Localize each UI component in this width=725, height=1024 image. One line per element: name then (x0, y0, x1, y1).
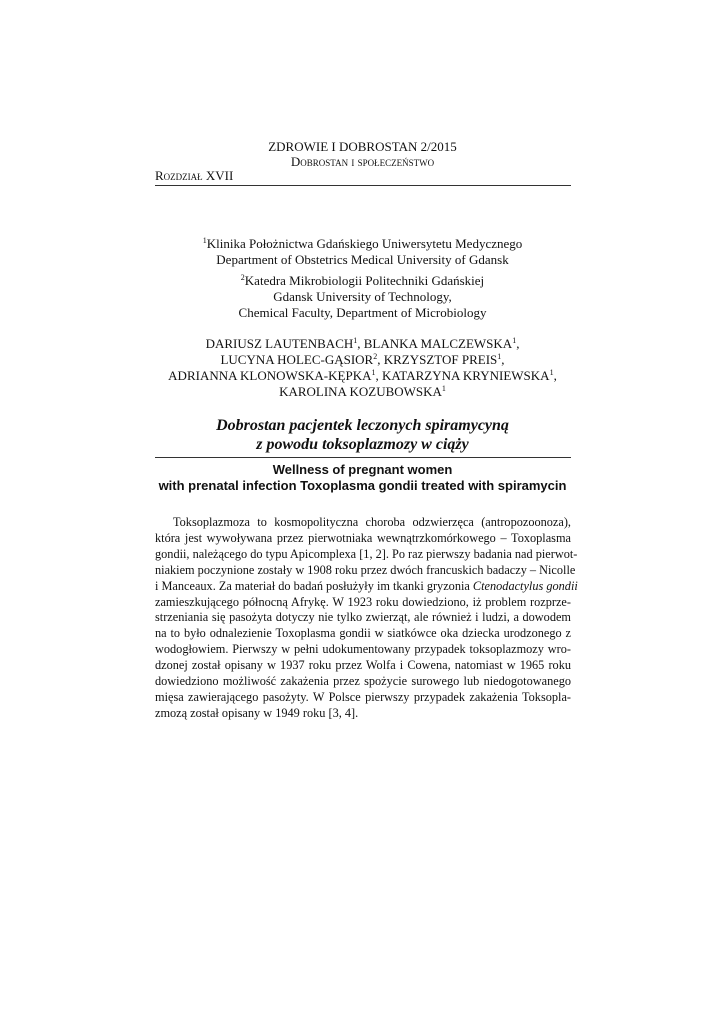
author-name: LUCYNA HOLEC-GĄSIOR (220, 352, 374, 367)
body-line: zmozą został opisany w 1949 roku [3, 4]. (155, 705, 359, 720)
article-title-polish (0, 416, 725, 454)
chapter-label: Rozdział XVII (155, 168, 234, 183)
body-line: która jest wywoływana przez pierwotniaka wewnątrzkomórkowego – Toxoplasma (155, 530, 571, 545)
author-separator: , (357, 336, 361, 351)
affiliation-2-marker: 2 (240, 273, 245, 282)
body-line: Toksoplazmoza to kosmopolityczna choroba odzwierzęca (antropozoonoza), (173, 515, 571, 529)
affiliation-1 (0, 236, 725, 268)
author-name: ADRIANNA KLONOWSKA-KĘPKA (168, 368, 372, 383)
body-line-with-species (155, 578, 578, 595)
author-name: KRZYSZTOF PREIS (383, 352, 498, 367)
article-title-english (0, 462, 725, 494)
author-affiliation-marker: 1 (371, 368, 376, 377)
affiliation-1-line-1: Klinika Położnictwa Gdańskiego Uniwersytetu Medycznego (206, 236, 523, 251)
body-line: gondii, należącego do typu Apicomplexa [1, 2]. Po raz pierwszy badania nad pierwot- (155, 546, 578, 561)
body-line: niakiem poczynione zostały w 1908 roku przez dwóch francuskich badaczy – Nicolle (155, 562, 576, 577)
author-name: KAROLINA KOZUBOWSKA (279, 384, 442, 399)
author-separator: , (553, 368, 557, 383)
body-line-text: i Manceaux. Za materiał do badań posłużyły im tkanki gryzonia (155, 578, 473, 593)
affiliation-1-line-2: Department of Obstetrics Medical University of Gdansk (216, 252, 509, 267)
title-en-line-2: with prenatal infection Toxoplasma gondii treated with spiramycin (158, 478, 567, 493)
species-name: Ctenodactylus gondii (472, 578, 578, 593)
author-affiliation-marker: 1 (353, 336, 358, 345)
body-line: na to było odnalezienie Toxoplasma gondii w siatkówce oka dziecka urodzonego z (155, 626, 571, 641)
author-affiliation-marker: 1 (497, 352, 502, 361)
affiliation-2 (0, 273, 725, 321)
body-line: strzeniania się pasożyta dotyczy nie tylko zwierząt, ale również i ludzi, a dowodem (155, 610, 571, 625)
author-separator: , (516, 336, 520, 351)
section-title: Dobrostan i społeczeństwo (290, 154, 435, 169)
header-rule (155, 185, 571, 186)
author-separator: , (375, 368, 379, 383)
affiliation-2-line-2: Gdansk University of Technology, (273, 289, 452, 304)
affiliation-1-marker: 1 (202, 236, 207, 245)
body-line: mięsa zawierającego pasożyty. W Polsce pierwszy przypadek zakażenia Toksopla- (155, 689, 571, 704)
journal-title: ZDROWIE I DOBROSTAN 2/2015 (268, 139, 457, 154)
affiliation-2-line-3: Chemical Faculty, Department of Microbiology (238, 305, 487, 320)
author-name: DARIUSZ LAUTENBACH (205, 336, 354, 351)
title-pl-line-1: Dobrostan pacjentek leczonych spiramycyną (216, 417, 509, 434)
author-affiliation-marker: 1 (512, 336, 517, 345)
author-affiliation-marker: 1 (441, 384, 446, 393)
author-separator: , (377, 352, 381, 367)
author-name: BLANKA MALCZEWSKA (363, 336, 513, 351)
author-name: KATARZYNA KRYNIEWSKA (381, 368, 550, 383)
author-affiliation-marker: 2 (373, 352, 378, 361)
body-line: zamieszkującego północną Afrykę. W 1923 roku dowiedziono, iż problem rozprze- (155, 594, 571, 609)
body-line: dzonej został opisany w 1937 roku przez Wolfa i Cowena, natomiast w 1965 roku (155, 658, 571, 673)
body-paragraph (155, 515, 578, 722)
author-affiliation-marker: 1 (549, 368, 554, 377)
title-pl-line-2: z powodu toksoplazmozy w ciąży (256, 436, 469, 453)
author-separator: , (501, 352, 505, 367)
title-en-line-1: Wellness of pregnant women (272, 462, 453, 477)
author-list (0, 336, 725, 400)
body-line: wodogłowiem. Pierwszy w pełni udokumentowany przypadek toksoplazmozy wro- (155, 642, 571, 657)
body-line: dowiedziono możliwość zakażenia przez spożycie surowego lub niedogotowanego (155, 674, 571, 689)
title-rule (155, 457, 571, 458)
affiliation-2-line-1: Katedra Mikrobiologii Politechniki Gdańskiej (244, 273, 485, 288)
